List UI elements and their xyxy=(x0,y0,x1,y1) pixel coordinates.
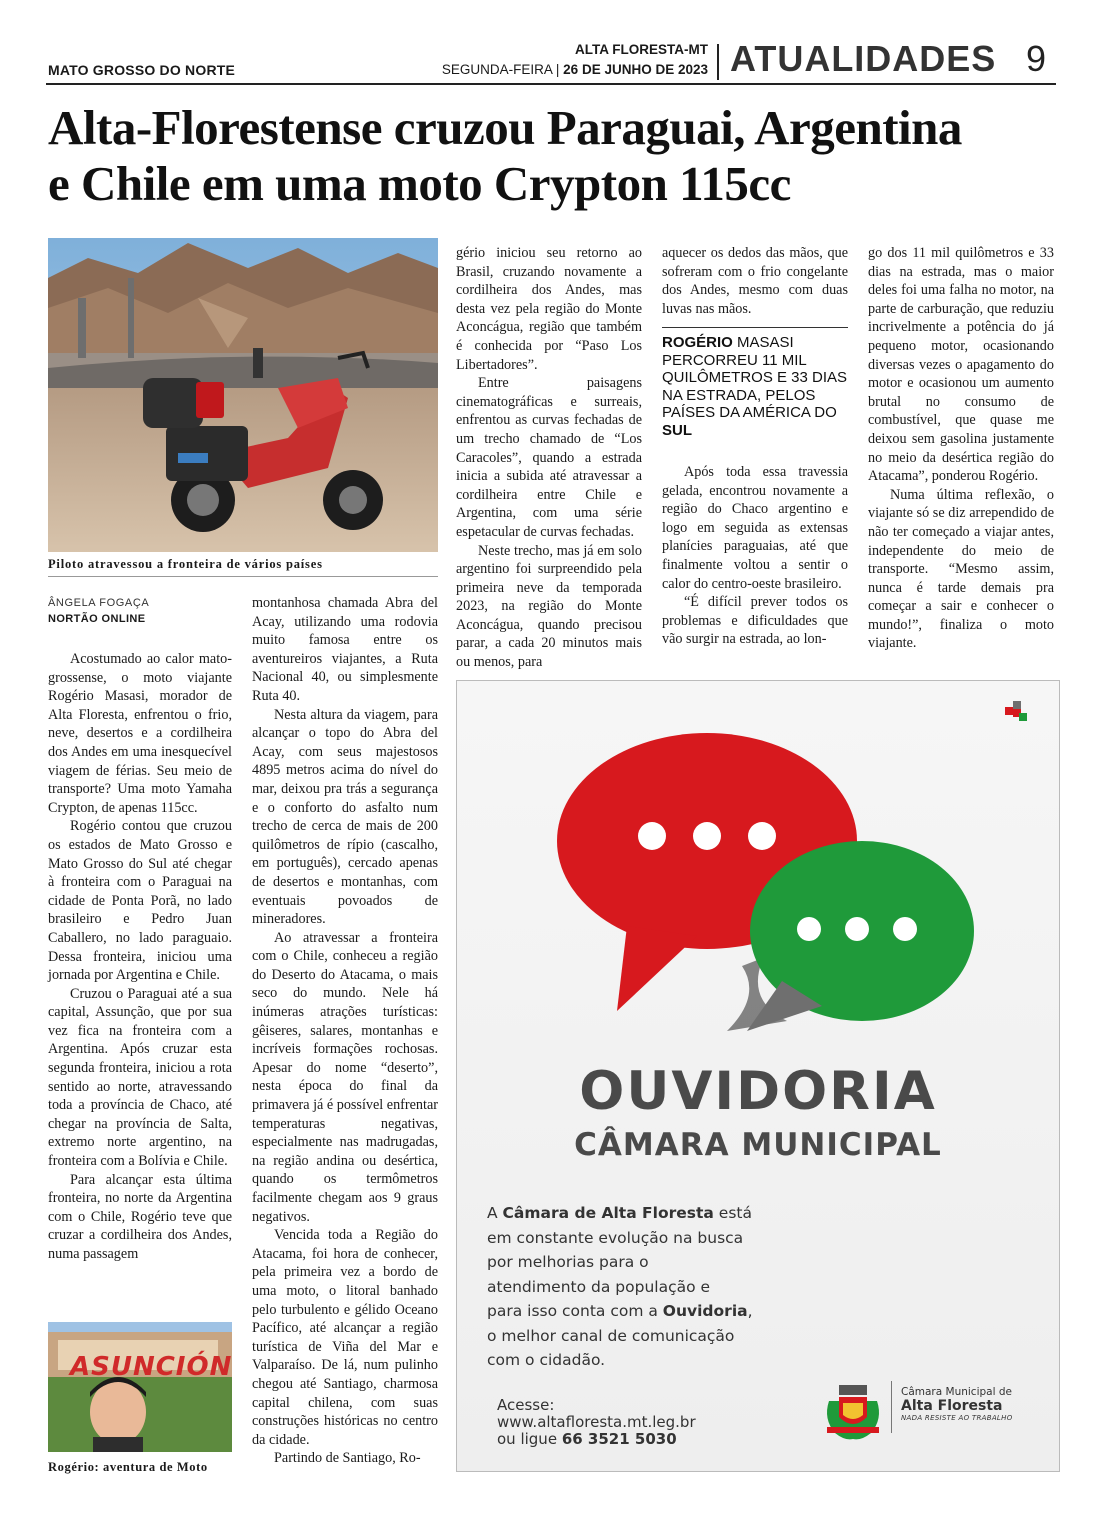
section-label-left: MATO GROSSO DO NORTE xyxy=(48,62,236,78)
ad-title: OUVIDORIA xyxy=(579,1061,937,1122)
pullquote-bold-end: SUL xyxy=(662,421,692,439)
header-city: ALTA FLORESTA-MT xyxy=(575,42,708,57)
ad-line: atendimento da população e xyxy=(487,1277,711,1296)
headline xyxy=(48,100,1058,212)
article-paragraph: Ao atravessar a fronteira com o Chile, conheceu a região do Deserto do Atacama, o mais seco do mundo. Nele há inúmeras atrações turísticas: gêiseres, salares, montanhas e incríveis formações rochosas. Apesar do nome “deserto”, nesta época do final da primavera já é possível enfrentar temperaturas negativas, especialmente nas madrugadas, na região andina ou desértica, quando os termômetros facilmente chegam aos 9 graus negativos. xyxy=(252,929,438,1225)
photo-rogerio-illustration xyxy=(48,1322,232,1452)
article-paragraph: Partindo de Santiago, Ro- xyxy=(274,1450,421,1467)
ad-call-label: ou ligue xyxy=(497,1430,562,1448)
article-paragraph: go dos 11 mil quilômetros e 33 dias na estrada, mas o maior deles foi uma falha no motor, na parte de carburação, que reduziu incrivelmente a potência do já pequeno motor, ocasionando diversas vezes o apagamento do motor e ocasionou um aumento brutal no consumo de combustível, que quase me deixou sem gasolina justamente no meio da desértica região do Atacama”, ponderou Rogério. xyxy=(868,245,1054,485)
article-paragraph: Entre paisagens cinematográficas e surreais, enfrentou as curvas fechadas de um trecho chamado de “Los Caracoles”, quando a estrada inicia a subida até atravessar a cordilheira entre Chile e Argentina, com uma série espetacular de curvas fechadas. xyxy=(456,375,642,540)
ad-subtitle: CÂMARA MUNICIPAL xyxy=(574,1127,942,1163)
logo-line-1: Câmara Municipal de xyxy=(901,1386,1012,1398)
article-paragraph: Acostumado ao calor mato-grossense, o moto viajante Rogério Masasi, morador de Alta Floresta, enfrentou o frio, neve, desertos e a cordilheira dos Andes em uma inesquecível viagem de férias. Seu meio de transporte? Uma moto Yamaha Crypton, de apenas 115cc. xyxy=(48,651,232,816)
photo-small-caption: Rogério: aventura de Moto xyxy=(48,1460,208,1474)
page-number: 9 xyxy=(1026,38,1047,79)
header-weekday: SEGUNDA-FEIRA xyxy=(441,62,553,77)
caption-rule xyxy=(48,576,438,577)
header-date: 26 DE JUNHO DE 2023 xyxy=(563,62,708,77)
header-separator xyxy=(717,44,719,80)
headline-line-2: e Chile em uma moto Crypton 115cc xyxy=(48,156,791,211)
ad-url-link[interactable]: www.altafloresta.mt.leg.br xyxy=(497,1413,696,1431)
article-column-4 xyxy=(662,244,848,318)
article-paragraph: Para alcançar esta última fronteira, no norte da Argentina com o Chile, Rogério teve que cruzar a cordilheira dos Andes, numa passagem xyxy=(48,1171,232,1262)
ad-line: o melhor canal de comunicação xyxy=(487,1326,735,1345)
pull-quote xyxy=(662,334,848,439)
photo-motorcycle xyxy=(48,238,438,552)
section-title: ATUALIDADES xyxy=(730,38,997,79)
ad-access-label: Acesse: xyxy=(497,1396,555,1414)
pullquote-bold-name: ROGÉRIO xyxy=(662,334,733,351)
ad-text-fragment: está xyxy=(713,1204,752,1222)
article-paragraph: gério iniciou seu retorno ao Brasil, cruzando novamente a cordilheira dos Andes, mas desta vez pela região do Monte Aconcágua, região que também é conhecida por “Paso Los Libertadores”. xyxy=(456,245,642,373)
ad-line xyxy=(487,1299,887,1324)
photo-motorcycle-illustration xyxy=(48,238,438,552)
article-paragraph: Neste trecho, mas já em solo argentino foi surpreendido pela primeira neve da temporada 2023, na região do Monte Aconcágua, quando precisou parar, a cada 20 minutos mais ou menos, para xyxy=(456,542,642,671)
article-column-2 xyxy=(252,594,438,1468)
corner-logo-icon xyxy=(1005,701,1027,723)
speech-bubbles-icon xyxy=(557,721,977,1041)
article-paragraph: Após toda essa travessia gelada, encontrou novamente a região do Chaco argentino e logo em seguida as extensas planícies paraguaias, até que finalmente voltou a sentir o calor do centro-oeste brasileiro. xyxy=(662,464,848,592)
logo-divider xyxy=(891,1381,892,1433)
ad-phone-number[interactable]: 66 3521 5030 xyxy=(561,1430,677,1448)
article-paragraph: Numa última reflexão, o viajante só se diz arrependido de não ter começado a viajar antes, independente do meio de transporte. “Mesmo assim, nunca é tarde demais pra começar a sair e conhecer o mundo!”, finaliza o moto viajante. xyxy=(868,486,1054,652)
article-paragraph: Nesta altura da viagem, para alcançar o topo do Abra del Acay, com seus majestosos 4895 metros acima do nível do mar, deixou pra trás a segurança e o conforto do asfalto num trecho de cerca de mais de 200 quilômetros de rípio (cascalho, em português), cercado apenas de desertos e montanhas, com eventuais povoados de mineradores. xyxy=(252,706,438,928)
ad-text-fragment: para isso conta com a xyxy=(487,1302,663,1320)
photo-main-caption: Piloto atravessou a fronteira de vários países xyxy=(48,557,323,571)
coat-of-arms-icon xyxy=(821,1379,885,1441)
ad-text-fragment: A xyxy=(487,1204,503,1222)
pullquote-text: MASASI PERCORREU 11 MIL QUILÔMETROS E 33 DIAS NA ESTRADA, PELOS PAÍSES DA AMÉRICA DO xyxy=(662,334,848,421)
headline-line-1: Alta-Florestense cruzou Paraguai, Argentina xyxy=(48,100,962,155)
asuncion-sign: ASUNCIÓN xyxy=(70,1352,232,1382)
ad-body-text xyxy=(487,1201,887,1373)
camara-logo-text xyxy=(901,1386,1013,1422)
ad-line: em constante evolução na busca xyxy=(487,1228,744,1247)
article-paragraph: Vencida toda a Região do Atacama, foi hora de conhecer, pela primeira vez a bordo de uma moto, o litoral banhado pelo turbulento e gélido Oceano Pacífico, até alcançar a região turística de Viña del Mar e Valparaíso. De lá, num pulinho chegou até Santiago, charmosa capital chilena, com suas construções históricas no centro da cidade. xyxy=(252,1227,438,1448)
logo-tagline: NADA RESISTE AO TRABALHO xyxy=(901,1414,1013,1422)
article-paragraph: Cruzou o Paraguai até a sua capital, Assunção, que por sua vez fica na fronteira com a Argentina. Após cruzar esta segunda fronteira, iniciou a rota sentido ao norte, atravessando toda a província de Chaco, até chegar na província de Salta, extremo norte argentino, na fronteira com a Bolívia e Chile. xyxy=(48,985,232,1170)
ad-line: com o cidadão. xyxy=(487,1351,606,1369)
article-paragraph: Rogério contou que cruzou os estados de Mato Grosso e Mato Grosso do Sul até chegar à fronteira com o Paraguai na cidade de Ponta Porã, no lado brasileiro e Pedro Juan Caballero, no lado paraguaio. Dessa fronteira, iniciou uma jornada por Argentina e Chile. xyxy=(48,818,232,984)
article-column-5 xyxy=(868,244,1054,653)
article-column-3 xyxy=(456,244,642,672)
article-paragraph: “É difícil prever todos os problemas e dificuldades que vão surgir na estrada, ao lon- xyxy=(662,594,848,648)
ad-contact xyxy=(497,1397,797,1448)
ad-text-fragment: , xyxy=(747,1302,753,1320)
ad-line: por melhorias para o xyxy=(487,1253,649,1271)
ad-text-bold: Câmara de Alta Floresta xyxy=(502,1204,714,1222)
article-paragraph: montanhosa chamada Abra del Acay, utilizando uma rodovia muito famosa entre os aventureiros viajantes, a Ruta Nacional 40, ou simplesmente Ruta 40. xyxy=(252,595,438,704)
ad-line xyxy=(487,1201,887,1226)
ad-phone-line xyxy=(497,1431,797,1448)
header-date-line: SEGUNDA-FEIRA | 26 DE JUNHO DE 2023 xyxy=(441,62,708,77)
article-column-1 xyxy=(48,650,232,1264)
photo-rogerio xyxy=(48,1322,232,1452)
byline-author: ÂNGELA FOGAÇA xyxy=(48,597,150,609)
header-rule xyxy=(46,83,1056,85)
logo-line-2: Alta Floresta xyxy=(901,1398,1003,1414)
ouvidoria-advertisement xyxy=(456,680,1060,1472)
article-paragraph: aquecer os dedos das mãos, que sofreram com o frio congelante dos Andes, mesmo com duas luvas nas mãos. xyxy=(662,245,848,317)
byline-outlet: NORTÃO ONLINE xyxy=(48,613,146,625)
article-column-4-continued xyxy=(662,463,848,649)
ad-text-bold: Ouvidoria xyxy=(662,1302,748,1320)
pullquote-rule xyxy=(662,327,848,328)
